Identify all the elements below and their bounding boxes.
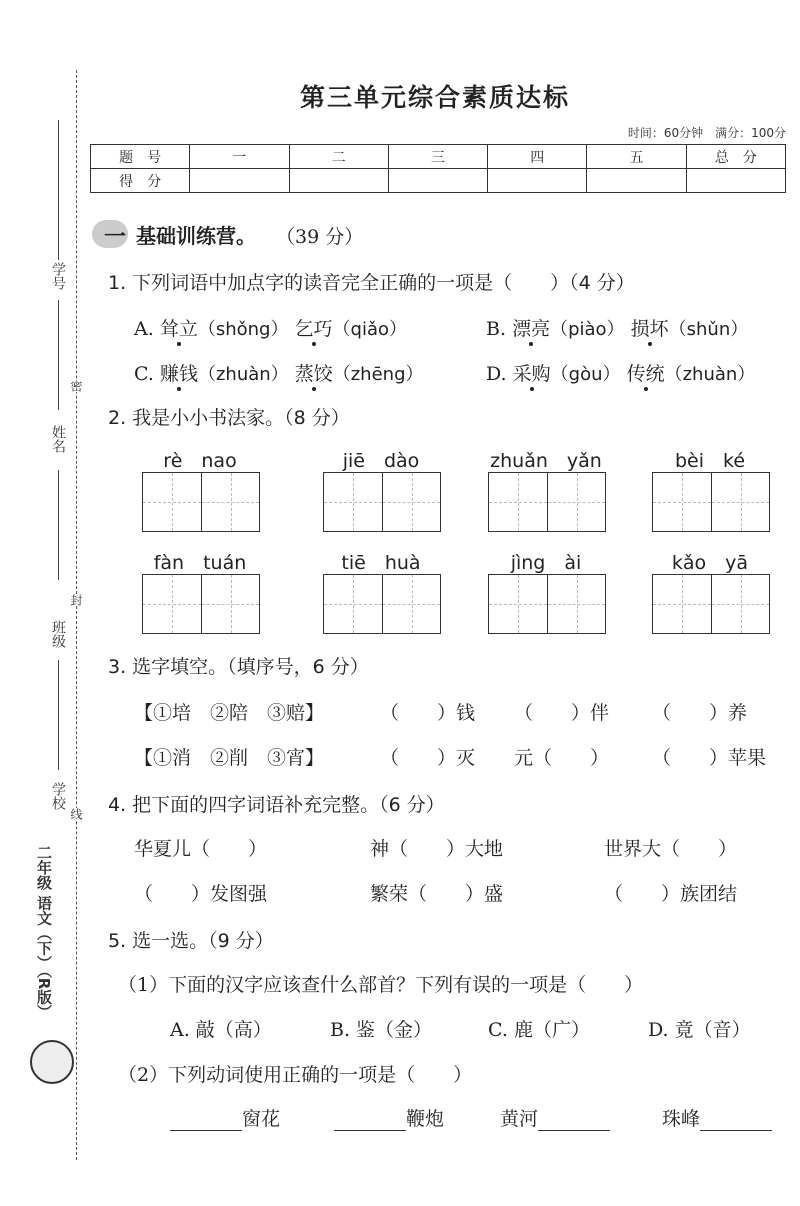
writing-grid[interactable] — [652, 472, 770, 532]
question-2: 2. 我是小小书法家。（8 分） — [108, 407, 350, 429]
q1-option-d[interactable] — [486, 359, 755, 386]
writing-grid[interactable] — [323, 574, 441, 634]
q3-item[interactable]: 元（ ） — [514, 747, 610, 769]
option-word: 蒸饺 — [294, 363, 333, 385]
option-word: 赚钱 — [159, 363, 198, 385]
section-number: 一 — [104, 225, 127, 250]
q4-item[interactable]: 神（ ）大地 — [370, 838, 504, 860]
q4-item[interactable]: 世界大（ ） — [604, 838, 738, 860]
q5-sub2: （2）下列动词使用正确的一项是（ ） — [118, 1064, 473, 1086]
writing-grid[interactable] — [488, 472, 606, 532]
q5-sub1: （1）下面的汉字应该查什么部首？下列有误的一项是（ ） — [118, 974, 644, 996]
option-word: 漂亮 — [512, 318, 551, 340]
writing-grid[interactable] — [142, 574, 260, 634]
writing-grid[interactable] — [652, 574, 770, 634]
pinyin-label: zhuǎn yǎn — [490, 450, 602, 472]
option-label: D. — [486, 363, 507, 385]
score-input-cell[interactable] — [587, 169, 686, 193]
option-label: C. — [134, 363, 154, 385]
item-word: 鞭炮 — [406, 1108, 445, 1130]
option-word: 采购 — [512, 363, 551, 385]
question-5: 5. 选一选。（9 分） — [108, 930, 274, 952]
score-input-cell[interactable] — [686, 169, 785, 193]
option-word: 耸立 — [159, 318, 198, 340]
option-pinyin: （gòu） — [550, 364, 621, 385]
q5-sub2-item[interactable] — [334, 1104, 444, 1131]
q3-item[interactable]: （ ）养 — [652, 702, 748, 724]
option-label: B. — [486, 318, 507, 340]
xian-label: 线 — [69, 808, 83, 820]
q3-choices-1: 【①培 ②陪 ③赔】 — [134, 702, 325, 724]
option-pinyin: （zhuàn） — [197, 364, 289, 385]
option-pinyin: （piào） — [550, 319, 625, 340]
question-3: 3. 选字填空。（填序号，6 分） — [108, 656, 369, 678]
q1-option-b[interactable] — [486, 314, 748, 341]
score-table-header-row — [91, 145, 786, 169]
xuehao-label: 学号 — [50, 262, 66, 290]
banji-line — [58, 470, 59, 580]
q5-sub1-option[interactable]: C. 鹿（广） — [488, 1019, 590, 1041]
q1-option-a[interactable] — [134, 314, 407, 341]
pinyin-label: jiē dào — [342, 450, 420, 472]
option-label: A. — [134, 318, 154, 340]
xingming-label: 姓名 — [50, 425, 66, 453]
score-input-cell[interactable] — [388, 169, 487, 193]
q3-item[interactable]: （ ）钱 — [380, 702, 476, 724]
score-input-cell[interactable] — [289, 169, 388, 193]
option-pinyin: （zhēng） — [332, 364, 424, 385]
option-pinyin: （qiǎo） — [332, 319, 408, 340]
pinyin-label: bèi ké — [674, 450, 746, 472]
q3-item[interactable]: （ ）苹果 — [652, 747, 767, 769]
mascot-logo-icon — [30, 1040, 74, 1084]
q5-sub2-item[interactable] — [170, 1104, 280, 1131]
xuehao-line — [58, 120, 59, 260]
q3-choices-2: 【①消 ②削 ③宵】 — [134, 747, 325, 769]
option-pinyin: （shǔn） — [668, 319, 749, 340]
pinyin-label: rè nao — [163, 450, 237, 472]
pinyin-label: tiē huà — [341, 552, 421, 574]
score-cell: 总 分 — [686, 145, 785, 169]
q5-sub1-option[interactable]: A. 敲（高） — [170, 1019, 272, 1041]
q3-item[interactable]: （ ）灭 — [380, 747, 476, 769]
q5-sub2-item[interactable] — [500, 1104, 610, 1131]
answer-blank[interactable] — [334, 1110, 406, 1131]
option-word: 乞巧 — [294, 318, 333, 340]
score-cell: 一 — [190, 145, 289, 169]
option-word: 传统 — [626, 363, 665, 385]
item-word: 窗花 — [242, 1108, 281, 1130]
q1-option-c[interactable] — [134, 359, 424, 386]
score-input-cell[interactable] — [488, 169, 587, 193]
q5-sub1-option[interactable]: B. 鉴（金） — [330, 1019, 433, 1041]
writing-grid[interactable] — [323, 472, 441, 532]
mi-label: 密 — [69, 380, 83, 392]
q4-item[interactable]: 华夏儿（ ） — [134, 838, 268, 860]
writing-grid[interactable] — [488, 574, 606, 634]
feng-label: 封 — [69, 594, 83, 606]
score-cell: 二 — [289, 145, 388, 169]
answer-blank[interactable] — [538, 1110, 610, 1131]
page-title: 第三单元综合素质达标 — [299, 83, 570, 112]
xingming-line-upper — [58, 300, 59, 410]
banji-label: 班级 — [50, 620, 66, 648]
score-table — [90, 144, 786, 193]
book-label: 二年级 语文（下）（R版） — [35, 845, 53, 1020]
option-pinyin: （shǒng） — [197, 319, 289, 340]
answer-blank[interactable] — [170, 1110, 242, 1131]
section-score: （39 分） — [276, 226, 364, 248]
q3-item[interactable]: （ ）伴 — [514, 702, 610, 724]
option-word: 损坏 — [630, 318, 669, 340]
score-cell: 五 — [587, 145, 686, 169]
score-cell: 得 分 — [91, 169, 190, 193]
q4-item[interactable]: （ ）族团结 — [604, 883, 738, 905]
question-1: 1. 下列词语中加点字的读音完全正确的一项是（ ）（4 分） — [108, 272, 635, 294]
answer-blank[interactable] — [700, 1110, 772, 1131]
time-info: 时间：60分钟 满分：100分 — [627, 126, 786, 140]
q5-sub2-item[interactable] — [662, 1104, 772, 1131]
score-cell: 三 — [388, 145, 487, 169]
pinyin-label: fàn tuán — [153, 552, 247, 574]
q5-sub1-option[interactable]: D. 竟（音） — [648, 1019, 751, 1041]
binding-dashed-line — [76, 70, 77, 1160]
score-cell: 四 — [488, 145, 587, 169]
q4-item[interactable]: （ ）发图强 — [134, 883, 268, 905]
xuexiao-label: 学校 — [50, 782, 66, 810]
q4-item[interactable]: 繁荣（ ）盛 — [370, 883, 504, 905]
score-table-score-row — [91, 169, 786, 193]
question-4: 4. 把下面的四字词语补充完整。（6 分） — [108, 794, 445, 816]
section-title: 基础训练营。 — [136, 224, 256, 248]
item-word: 珠峰 — [662, 1108, 701, 1130]
item-word: 黄河 — [500, 1108, 539, 1130]
score-cell: 题 号 — [91, 145, 190, 169]
pinyin-label: jìng ài — [510, 552, 582, 574]
pinyin-label: kǎo yā — [671, 552, 749, 574]
option-pinyin: （zhuàn） — [664, 364, 756, 385]
score-input-cell[interactable] — [190, 169, 289, 193]
xuexiao-line — [58, 660, 59, 770]
writing-grid[interactable] — [142, 472, 260, 532]
